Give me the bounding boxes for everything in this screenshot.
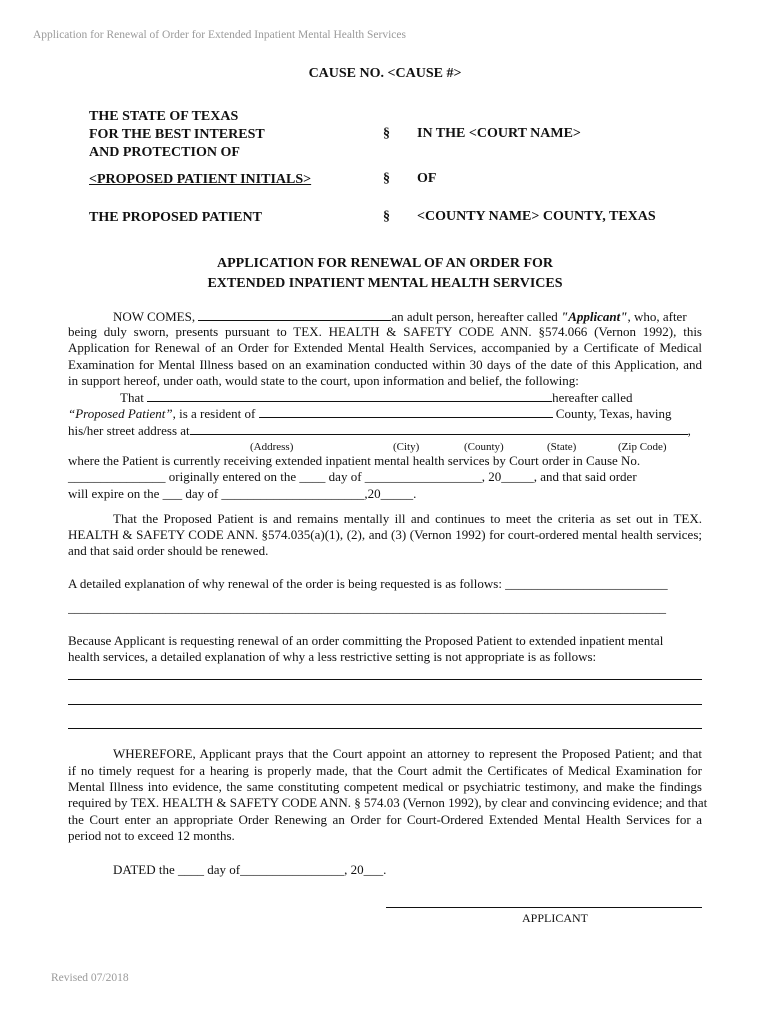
- county-label: (County): [464, 441, 504, 453]
- applicant-name-blank[interactable]: [198, 308, 391, 321]
- para1-line2: being duly sworn, presents pursuant to TEX. HEALTH & SAFETY CODE ANN. §574.066 (Vernon 1992), this: [68, 324, 702, 339]
- caption-of: OF: [417, 171, 437, 186]
- caption-line: AND PROTECTION OF: [89, 145, 240, 160]
- wherefore-line5: the Court enter an appropriate Order Renewing an Order for Court-Ordered Extended Mental Health Services for a: [68, 812, 702, 827]
- para2-line2: HEALTH & SAFETY CODE ANN. §574.035(a)(1), (2), and (3) (Vernon 1992) for court-ordered mental health services;: [68, 527, 702, 542]
- section-symbol: §: [383, 209, 390, 224]
- proposed-patient-term: “Proposed Patient”: [68, 406, 173, 421]
- street-address-line: [68, 422, 702, 440]
- restrictive-answer-line[interactable]: [68, 728, 702, 729]
- county-name: <COUNTY NAME> COUNTY, TEXAS: [417, 209, 656, 224]
- caption-line: THE STATE OF TEXAS: [89, 109, 239, 124]
- street-address-blank[interactable]: [190, 422, 688, 435]
- wherefore-line6: period not to exceed 12 months.: [68, 828, 235, 843]
- para2-line1: That the Proposed Patient is and remains mentally ill and continues to meet the criteria as set out in TEX.: [113, 511, 702, 526]
- county-blank[interactable]: [259, 405, 553, 418]
- patient-initials: <PROPOSED PATIENT INITIALS>: [89, 172, 312, 187]
- expire-line: will expire on the ___ day of ______________________,20_____.: [68, 486, 417, 501]
- originally-entered-line: _______________ originally entered on the ____ day of __________________, 20_____, and that said order: [68, 469, 637, 484]
- proposed-patient-label: THE PROPOSED PATIENT: [89, 210, 262, 225]
- wherefore-line2: if no timely request for a hearing is properly made, that the Court admit the Certificates of Medical Examination for: [68, 763, 702, 778]
- dated-line: DATED the ____ day of________________, 20___.: [113, 862, 387, 877]
- resident-of-text: , is a resident of: [172, 406, 256, 421]
- wherefore-line3: Mental Illness into evidence, the same constituting competent medical or psychiatric testimony, and make the findings: [68, 779, 702, 794]
- cause-line: where the Patient is currently receiving extended inpatient mental health services by Court order in Cause No.: [68, 453, 641, 468]
- state-label: (State): [547, 441, 577, 453]
- comma: ,: [687, 423, 691, 438]
- wherefore-line4: required by TEX. HEALTH & SAFETY CODE ANN. § 574.03 (Vernon 1992), by clear and convincing evidence; and that: [68, 795, 708, 810]
- para1-line3: Application for Renewal of an Order for Extended Mental Health Services, accompanied by a Certificate of Medical: [68, 340, 702, 355]
- that-line: [68, 389, 702, 407]
- document-title: [0, 254, 770, 294]
- restrictive-answer-line[interactable]: [68, 679, 702, 680]
- applicant-signature-line[interactable]: [386, 907, 702, 908]
- county-having-text: County, Texas, having: [555, 406, 672, 421]
- document-header-note: Application for Renewal of Order for Extended Inpatient Mental Health Services: [33, 29, 406, 41]
- hereafter-called-text: hereafter called: [552, 390, 633, 405]
- now-comes-line: [68, 308, 702, 326]
- explanation-line: A detailed explanation of why renewal of the order is being requested is as follows: _________________________: [68, 576, 668, 591]
- street-address-text: his/her street address at: [68, 423, 190, 438]
- applicant-label: APPLICANT: [522, 911, 589, 925]
- patient-name-blank[interactable]: [147, 389, 552, 402]
- revision-note: Revised 07/2018: [51, 972, 129, 984]
- caption-state: [89, 108, 265, 162]
- that-text: That: [120, 390, 144, 405]
- zip-label: (Zip Code): [618, 441, 667, 453]
- court-name: IN THE <COURT NAME>: [417, 126, 581, 141]
- explanation-blank[interactable]: ____________________________________________________________________________________________: [68, 600, 666, 615]
- section-symbol: §: [383, 126, 390, 141]
- restrictive-line2: health services, a detailed explanation of why a less restrictive setting is not appropriate is as follows:: [68, 649, 597, 664]
- cause-number: CAUSE NO. <CAUSE #>: [308, 66, 462, 81]
- para2-line3: and that said order should be renewed.: [68, 543, 269, 558]
- restrictive-line1: Because Applicant is requesting renewal of an order committing the Proposed Patient to extended inpatient mental: [68, 633, 664, 648]
- applicant-term: "Applicant": [561, 309, 628, 324]
- who-after-text: , who, after: [627, 309, 687, 324]
- para1-line5: in support hereof, under oath, would state to the court, upon information and belief, the following:: [68, 373, 579, 388]
- adult-person-text: an adult person, hereafter called: [391, 309, 558, 324]
- wherefore-line1: WHEREFORE, Applicant prays that the Court appoint an attorney to represent the Proposed Patient; and that: [113, 746, 702, 761]
- address-label: (Address): [250, 441, 294, 453]
- resident-line: [68, 405, 702, 423]
- title-line: APPLICATION FOR RENEWAL OF AN ORDER FOR: [216, 256, 554, 271]
- restrictive-answer-line[interactable]: [68, 704, 702, 705]
- now-comes-text: NOW COMES,: [113, 309, 196, 324]
- caption-line: FOR THE BEST INTEREST: [89, 127, 265, 142]
- section-symbol: §: [383, 171, 390, 186]
- city-label: (City): [393, 441, 420, 453]
- para1-line4: Examination for Mental Illness based on an examination conducted within 30 days of the date of this Application, and: [68, 357, 702, 372]
- title-line: EXTENDED INPATIENT MENTAL HEALTH SERVICES: [207, 276, 563, 291]
